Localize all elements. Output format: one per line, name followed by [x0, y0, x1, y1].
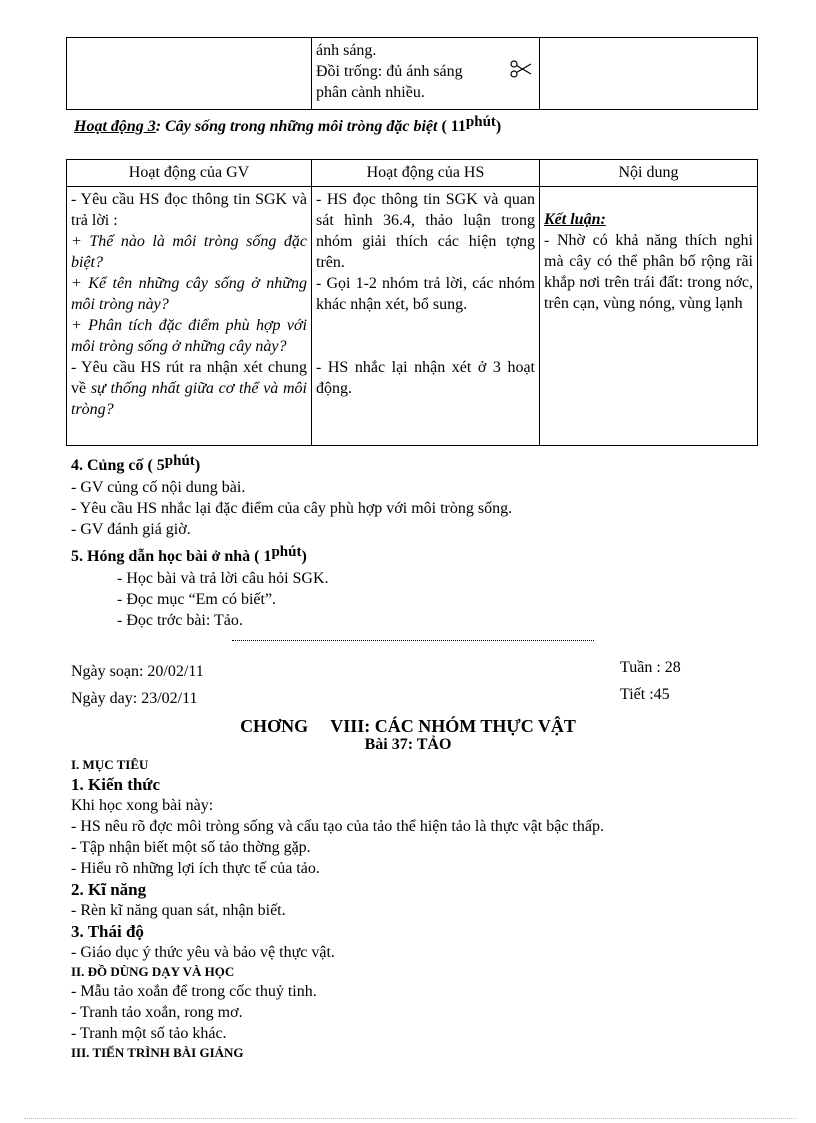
attitude-title: 3. Thái độ	[71, 922, 144, 941]
section4-item-1: - GV củng cố nội dung bài.	[71, 479, 246, 496]
materials-item-3: - Tranh một số tảo khác.	[71, 1025, 227, 1042]
attitude-item-1: - Giáo dục ý thức yêu và bảo vệ thực vật.	[71, 944, 335, 961]
ngay-soan: Ngày soạn: 20/02/11	[71, 663, 204, 680]
knowledge-item-2: - HS nêu rõ đợc môi tròng sống và cấu tạo của tảo thể hiện tảo là thực vật bậc thấp.	[71, 818, 604, 835]
section4-close: )	[194, 457, 201, 474]
top-line-1: ánh sáng.	[316, 42, 377, 59]
section5-title	[71, 546, 771, 568]
cell-hs	[312, 187, 540, 446]
conclusion-text: - Nhờ có khả năng thích nghi mà cây có thể phân bố rộng rãi khắp nơi trên trái đất: trong nớc, trên cạn, vùng nóng, vùng lạnh	[544, 232, 753, 312]
separator-dots	[232, 640, 594, 641]
top-table-cell-nd	[540, 38, 758, 110]
top-table	[66, 37, 758, 110]
activity3-label: Hoạt động 3	[74, 118, 156, 135]
top-line-2: Đồi trống: đủ ánh sáng	[316, 63, 463, 80]
materials-item-2: - Tranh tảo xoắn, rong mơ.	[71, 1004, 243, 1021]
top-table-cell-gv	[67, 38, 312, 110]
gv-item-1: - Yêu cầu HS đọc thông tin SGK và trả lời :	[71, 191, 307, 229]
activity-table	[66, 159, 758, 446]
section5-close: )	[301, 548, 307, 565]
top-line-3: phân cành nhiều.	[316, 84, 425, 101]
cell-gv	[67, 187, 312, 446]
materials-heading: II. ĐỒ DÙNG DẠY VÀ HỌC	[71, 964, 235, 979]
activity3-time: ( 11	[437, 118, 466, 135]
knowledge-item-3: - Tập nhận biết một số tảo thờng gặp.	[71, 839, 311, 856]
gv-item-5-text: - Yêu cầu HS rút ra nhận xét chung về	[71, 359, 307, 397]
activity3-time-unit: phút	[465, 114, 496, 130]
lesson-title	[0, 734, 816, 755]
tiet: Tiết :45	[620, 686, 670, 703]
knowledge-item-4: - Hiểu rõ những lợi ích thực tế của tảo.	[71, 860, 320, 877]
activity3-time-close: )	[495, 118, 502, 135]
section4	[71, 455, 771, 540]
section5-item-3: - Đọc trớc bài: Tảo.	[117, 612, 243, 629]
gv-item-4: + Phân tích đặc điểm phù hợp với môi tròng sống ở những cây này?	[71, 317, 307, 355]
skills-item-1: - Rèn kĩ năng quan sát, nhận biết.	[71, 902, 286, 919]
objectives-heading: I. MỤC TIÊU	[71, 757, 149, 772]
section4-item-3: - GV đánh giá giờ.	[71, 521, 191, 538]
section5-title-text: 5. Hóng dẫn học bài ở nhà ( 1	[71, 548, 272, 565]
gv-item-2: + Thế nào là môi tròng sống đặc biệt?	[71, 233, 307, 271]
gv-item-5	[71, 357, 307, 420]
hs-item-3: - HS nhắc lại nhận xét ở 3 hoạt động.	[316, 359, 535, 397]
activity3-title: : Cây sống trong những môi tròng đặc biệt	[155, 118, 438, 135]
section5-item-2: - Đọc mục “Em có biết”.	[117, 591, 277, 608]
tuan: Tuần : 28	[620, 659, 681, 676]
top-table-cell-hs	[312, 38, 540, 110]
header-gv: Hoạt động của GV	[67, 160, 312, 187]
lesson-prefix: Bài 37:	[364, 736, 417, 753]
process-heading: III. TIẾN TRÌNH BÀI GIẢNG	[71, 1045, 244, 1060]
section5	[71, 546, 771, 631]
gv-item-3: + Kể tên những cây sống ở những môi tròng này?	[71, 275, 307, 313]
scissors-icon	[510, 60, 532, 78]
cell-nd	[540, 187, 758, 446]
skills-title: 2. Kĩ năng	[71, 880, 147, 899]
section4-time-unit: phút	[164, 453, 195, 469]
materials-item-1: - Mẫu tảo xoắn để trong cốc thuỷ tinh.	[71, 983, 317, 1000]
activity3-heading	[74, 116, 501, 138]
section4-item-2: - Yêu cầu HS nhắc lại đặc điểm của cây phù hợp với môi tròng sống.	[71, 500, 513, 517]
section5-time-unit: phút	[271, 544, 302, 560]
chapter-title: CHƠNG VIII: CÁC NHÓM THỰC VẬT	[240, 716, 576, 736]
header-hs: Hoạt động của HS	[312, 160, 540, 187]
conclusion-label: Kết luận:	[544, 211, 606, 228]
page-bottom-border	[24, 1118, 796, 1119]
knowledge-item-1: Khi học xong bài này:	[71, 797, 214, 814]
knowledge-title: 1. Kiến thức	[71, 775, 161, 794]
section5-item-1: - Học bài và trả lời câu hỏi SGK.	[117, 570, 329, 587]
lesson-name: TẢO	[416, 736, 452, 753]
gv-item-5-italic: sự thống nhất giữa cơ thể và môi tròng?	[71, 380, 307, 418]
hs-item-1: - HS đọc thông tin SGK và quan sát hình 36.4, thảo luận trong nhóm giải thích các hiện tợng trên.	[316, 191, 535, 271]
hs-item-2: - Gọi 1-2 nhóm trả lời, các nhóm khác nhận xét, bổ sung.	[316, 275, 535, 313]
section4-title	[71, 455, 771, 477]
ngay-day: Ngày day: 23/02/11	[71, 690, 198, 707]
objectives	[71, 756, 791, 1062]
header-nd: Nội dung	[540, 160, 758, 187]
section4-title-text: 4. Củng cố ( 5	[71, 457, 165, 474]
